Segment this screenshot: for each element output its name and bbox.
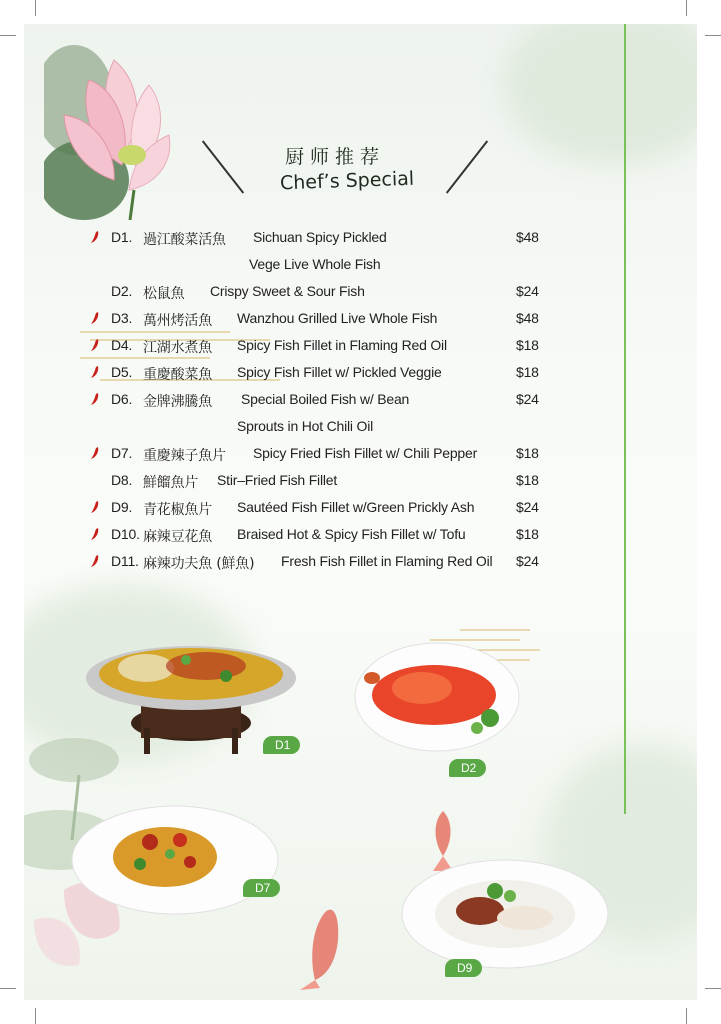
item-name-english: Fresh Fish Fillet in Flaming Red Oil <box>281 553 493 569</box>
item-name-chinese: 江湖水煮魚 <box>143 340 212 356</box>
dish-photo-d7 <box>70 802 280 917</box>
koi-fish-illustration <box>280 820 390 990</box>
item-name-english: Spicy Fish Fillet in Flaming Red Oil <box>237 337 447 353</box>
item-name-chinese: 麻辣豆花魚 <box>143 529 212 545</box>
item-name-english-cont: Sprouts in Hot Chili Oil <box>237 418 374 434</box>
crop-mark <box>0 35 16 36</box>
item-name-english-cont: Vege Live Whole Fish <box>249 256 381 272</box>
item-price: $24 <box>516 499 539 515</box>
item-name-chinese: 鮮餾魚片 <box>143 475 199 491</box>
item-code: D2. <box>111 283 133 299</box>
crop-mark <box>686 1008 687 1024</box>
chili-pepper-icon <box>90 393 100 406</box>
crop-mark <box>705 988 721 989</box>
dish-photo-d9 <box>400 856 610 971</box>
item-code: D11. <box>111 553 139 569</box>
item-price: $18 <box>516 472 539 488</box>
item-name-english: Sautéed Fish Fillet w/Green Prickly Ash <box>237 499 475 515</box>
item-price: $18 <box>516 526 539 542</box>
item-code: D6. <box>111 391 133 407</box>
chili-pepper-icon <box>90 339 100 352</box>
chili-pepper-icon <box>90 555 100 568</box>
ink-wash <box>504 24 697 164</box>
page-title-english: Chef’s Special <box>279 167 415 195</box>
crop-mark <box>35 0 36 16</box>
item-code: D8. <box>111 472 133 488</box>
chili-pepper-icon <box>90 447 100 460</box>
item-price: $18 <box>516 364 539 380</box>
item-code: D3. <box>111 310 133 326</box>
dish-label: D2 <box>449 759 486 777</box>
crop-mark <box>35 1008 36 1024</box>
item-code: D1. <box>111 229 133 245</box>
crop-mark <box>705 35 721 36</box>
divider-line <box>624 24 626 814</box>
item-name-chinese: 金牌沸騰魚 <box>143 394 212 410</box>
item-name-chinese: 松鼠魚 <box>143 286 185 302</box>
item-name-english: Stir–Fried Fish Fillet <box>217 472 338 488</box>
item-name-chinese: 重慶辣子魚片 <box>143 448 226 464</box>
chili-pepper-icon <box>90 312 100 325</box>
chili-pepper-icon <box>90 501 100 514</box>
item-price: $24 <box>516 283 539 299</box>
item-code: D9. <box>111 499 133 515</box>
dish-label: D7 <box>243 879 280 897</box>
item-name-english: Braised Hot & Spicy Fish Fillet w/ Tofu <box>237 526 466 542</box>
item-name-chinese: 重慶酸菜魚 <box>143 367 212 383</box>
item-name-chinese: 過江酸菜活魚 <box>143 232 226 248</box>
dish-label: D1 <box>263 736 300 754</box>
chili-pepper-icon <box>90 528 100 541</box>
item-code: D5. <box>111 364 133 380</box>
chili-pepper-icon <box>90 231 100 244</box>
item-price: $24 <box>516 391 539 407</box>
chili-pepper-icon <box>90 366 100 379</box>
item-name-english: Crispy Sweet & Sour Fish <box>210 283 365 299</box>
item-price: $18 <box>516 445 539 461</box>
item-code: D7. <box>111 445 133 461</box>
page-title-chinese: 厨师推荐 <box>285 146 386 168</box>
crop-mark <box>0 988 16 989</box>
item-name-english: Spicy Fried Fish Fillet w/ Chili Pepper <box>253 445 478 461</box>
item-name-chinese: 青花椒魚片 <box>143 502 212 518</box>
item-price: $18 <box>516 337 539 353</box>
crop-mark <box>686 0 687 16</box>
item-name-english: Wanzhou Grilled Live Whole Fish <box>237 310 438 326</box>
item-code: D4. <box>111 337 133 353</box>
lotus-flower-illustration <box>44 40 184 220</box>
item-name-english: Special Boiled Fish w/ Bean <box>241 391 410 407</box>
item-name-english: Sichuan Spicy Pickled <box>253 229 387 245</box>
item-name-english: Spicy Fish Fillet w/ Pickled Veggie <box>237 364 442 380</box>
item-name-chinese: 麻辣功夫魚 (鮮魚) <box>143 556 255 572</box>
item-name-chinese: 萬州烤活魚 <box>143 313 212 329</box>
item-price: $48 <box>516 229 539 245</box>
dish-photo-d2 <box>352 640 522 755</box>
item-price: $24 <box>516 553 539 569</box>
item-code: D10. <box>111 526 140 542</box>
item-price: $48 <box>516 310 539 326</box>
dish-label: D9 <box>445 959 482 977</box>
